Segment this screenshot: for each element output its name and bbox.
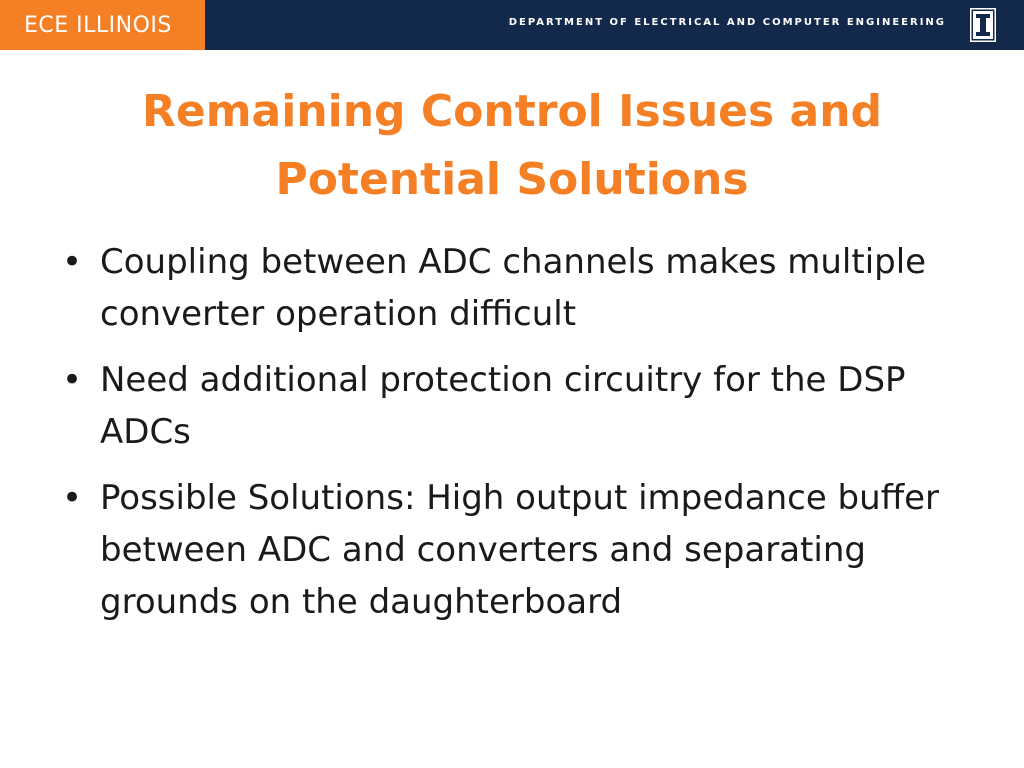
header-bar (0, 0, 1024, 50)
slide-title (40, 78, 984, 214)
brand-text: ECE ILLINOIS (24, 12, 172, 38)
bullet-text: Possible Solutions: High output impedance buffer between ADC and converters and separating grounds on the daughterboard (100, 478, 940, 622)
bullet-text: Need additional protection circuitry for the DSP ADCs (100, 360, 906, 452)
bullet-item (60, 472, 980, 628)
bullet-dot-icon: • (62, 242, 83, 282)
slide-title-line-1: Remaining Control Issues and (141, 86, 883, 137)
bullet-item (60, 236, 980, 340)
slide-title-line-2: Potential Solutions (275, 154, 749, 205)
department-name: DEPARTMENT OF ELECTRICAL AND COMPUTER ENGINEERING (508, 17, 946, 28)
brand-logo (0, 0, 205, 50)
bullet-text: Coupling between ADC channels makes multiple converter operation difficult (100, 242, 927, 334)
bullet-dot-icon: • (62, 360, 83, 400)
illinois-block-i-icon (970, 8, 996, 42)
bullet-dot-icon: • (62, 478, 83, 518)
bullet-list (60, 236, 980, 642)
bullet-item (60, 354, 980, 458)
